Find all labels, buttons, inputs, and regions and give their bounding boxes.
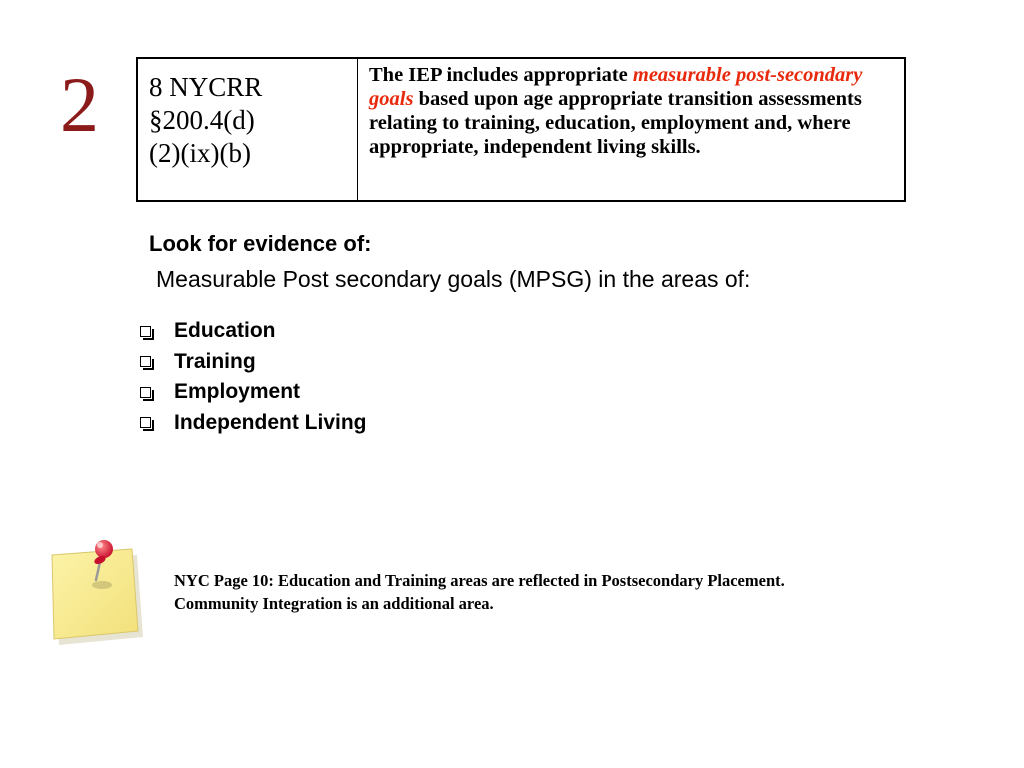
checkbox-bullet-icon [140, 356, 151, 367]
slide-number: 2 [60, 61, 99, 148]
evidence-subheading: Measurable Post secondary goals (MPSG) in the areas of: [156, 266, 751, 292]
note-line: NYC Page 10: Education and Training areas are reflected in Postsecondary Placement. [174, 571, 785, 590]
list-item [140, 316, 367, 347]
regulation-text-emphasis: measurable post-secondary goals [369, 64, 863, 110]
checkbox-bullet-icon [140, 326, 151, 337]
regulation-citation [138, 59, 358, 200]
area-label: Independent Living [174, 410, 367, 434]
area-label: Employment [174, 380, 301, 404]
evidence-heading: Look for evidence of: [149, 231, 372, 256]
regulation-text-before: The IEP includes appropriate [369, 64, 633, 86]
list-item [140, 408, 367, 439]
citation-line: (2)(ix)(b) [149, 138, 251, 168]
list-item [140, 347, 367, 378]
regulation-text [358, 59, 904, 200]
regulation-table [136, 57, 906, 202]
note-line: Community Integration is an additional area. [174, 594, 494, 613]
checkbox-bullet-icon [140, 417, 151, 428]
regulation-text-after: based upon age appropriate transition assessments relating to training, education, employment and, where appropriate, independent living skills. [369, 88, 862, 158]
areas-list [140, 316, 367, 438]
area-label: Education [174, 319, 276, 343]
list-item [140, 377, 367, 408]
area-label: Training [174, 349, 256, 373]
note-text [174, 569, 934, 615]
sticky-note-pin-icon [42, 535, 152, 650]
checkbox-bullet-icon [140, 387, 151, 398]
citation-line: 8 NYCRR [149, 72, 263, 102]
citation-line: §200.4(d) [149, 105, 255, 135]
